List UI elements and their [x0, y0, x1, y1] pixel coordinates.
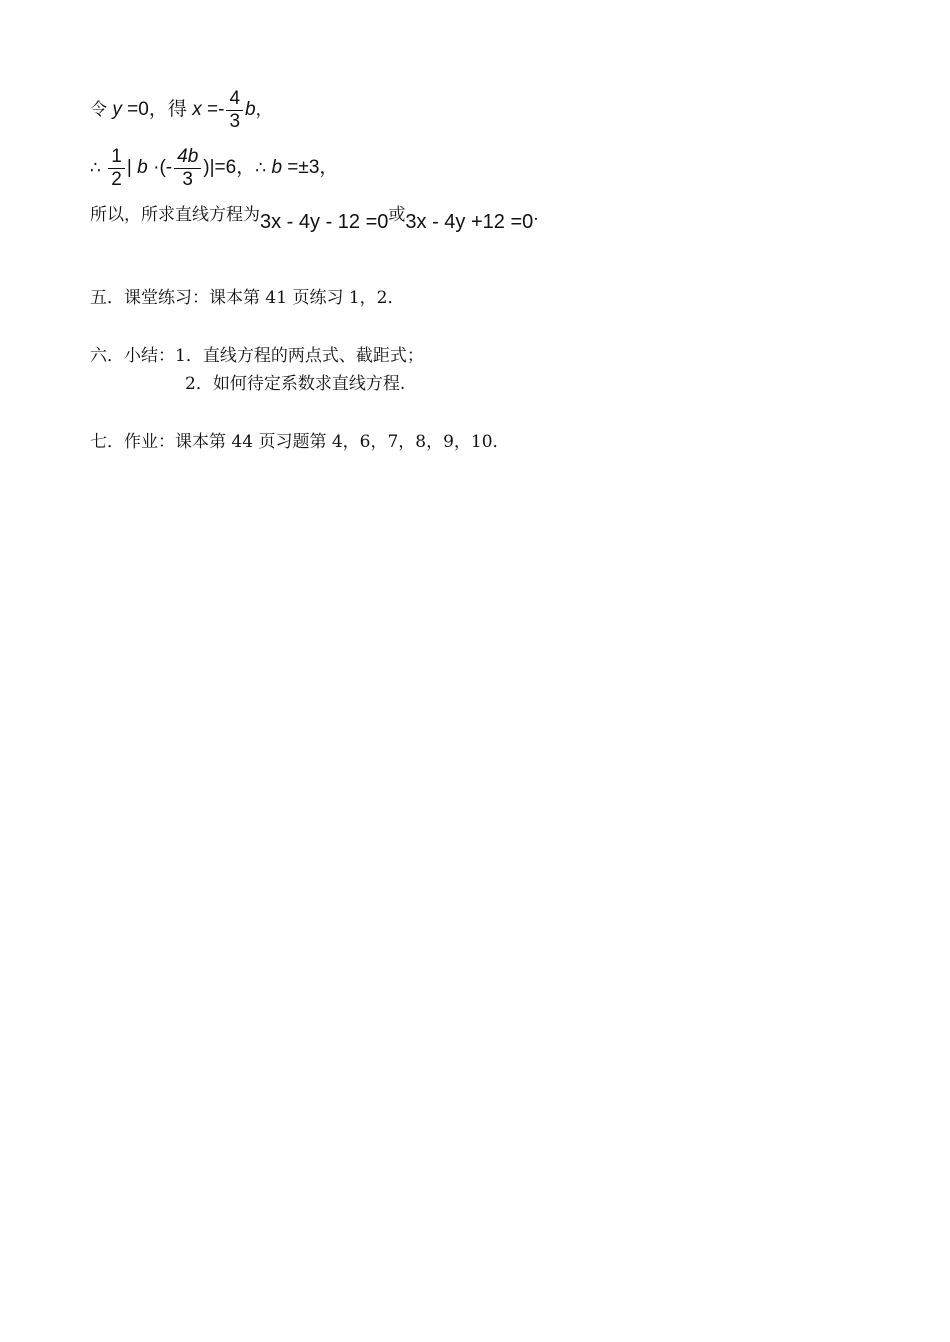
var-y: y — [112, 98, 122, 120]
var-b: b — [245, 98, 256, 120]
conclusion-prefix: 所以，所求直线方程为 — [90, 205, 260, 225]
equation-two: 3x - 4y +12 =0 — [405, 211, 534, 233]
step-prefix: 令 — [90, 99, 107, 120]
solution-step-area — [90, 146, 338, 191]
fraction-numerator: 4 — [226, 88, 243, 111]
abs-open: | — [126, 156, 132, 178]
period: . — [533, 205, 539, 225]
fraction-denominator: 3 — [182, 168, 193, 190]
var-x: x — [192, 98, 202, 120]
fraction-four-b-thirds — [174, 146, 201, 191]
equals-zero: =0，得 — [121, 98, 187, 120]
section-homework: 七．作业：课本第 44 页习题第 4，6，7，8，9，10． — [90, 432, 510, 452]
therefore-symbol: ∴ — [255, 157, 267, 178]
section-summary-item-1: 六．小结：1．直线方程的两点式、截距式； — [90, 346, 424, 366]
equals-minus: =- — [201, 98, 225, 120]
abs-close-equals: )|=6， — [203, 156, 256, 178]
fraction-denominator: 2 — [111, 168, 122, 190]
section-classroom-practice: 五．课堂练习：课本第 41 页练习 1，2． — [90, 288, 405, 308]
fraction-numerator: 4b — [174, 146, 201, 169]
var-b: b — [271, 156, 283, 178]
or-word: 或 — [388, 205, 406, 225]
fraction-numerator: 1 — [108, 146, 125, 169]
var-b: b — [137, 156, 148, 178]
dot-minus: ·(- — [153, 156, 173, 178]
equation-one: 3x - 4y - 12 =0 — [260, 211, 389, 233]
b-result: =±3， — [282, 156, 339, 178]
solution-conclusion — [90, 204, 539, 233]
solution-step-y-zero — [90, 88, 273, 133]
comma: ， — [255, 99, 273, 120]
therefore-symbol: ∴ — [90, 157, 101, 178]
fraction-one-half — [108, 146, 125, 191]
fraction-denominator: 3 — [229, 110, 241, 132]
section-summary-item-2: 2．如何待定系数求直线方程. — [185, 374, 406, 394]
fraction-four-thirds — [226, 88, 243, 133]
